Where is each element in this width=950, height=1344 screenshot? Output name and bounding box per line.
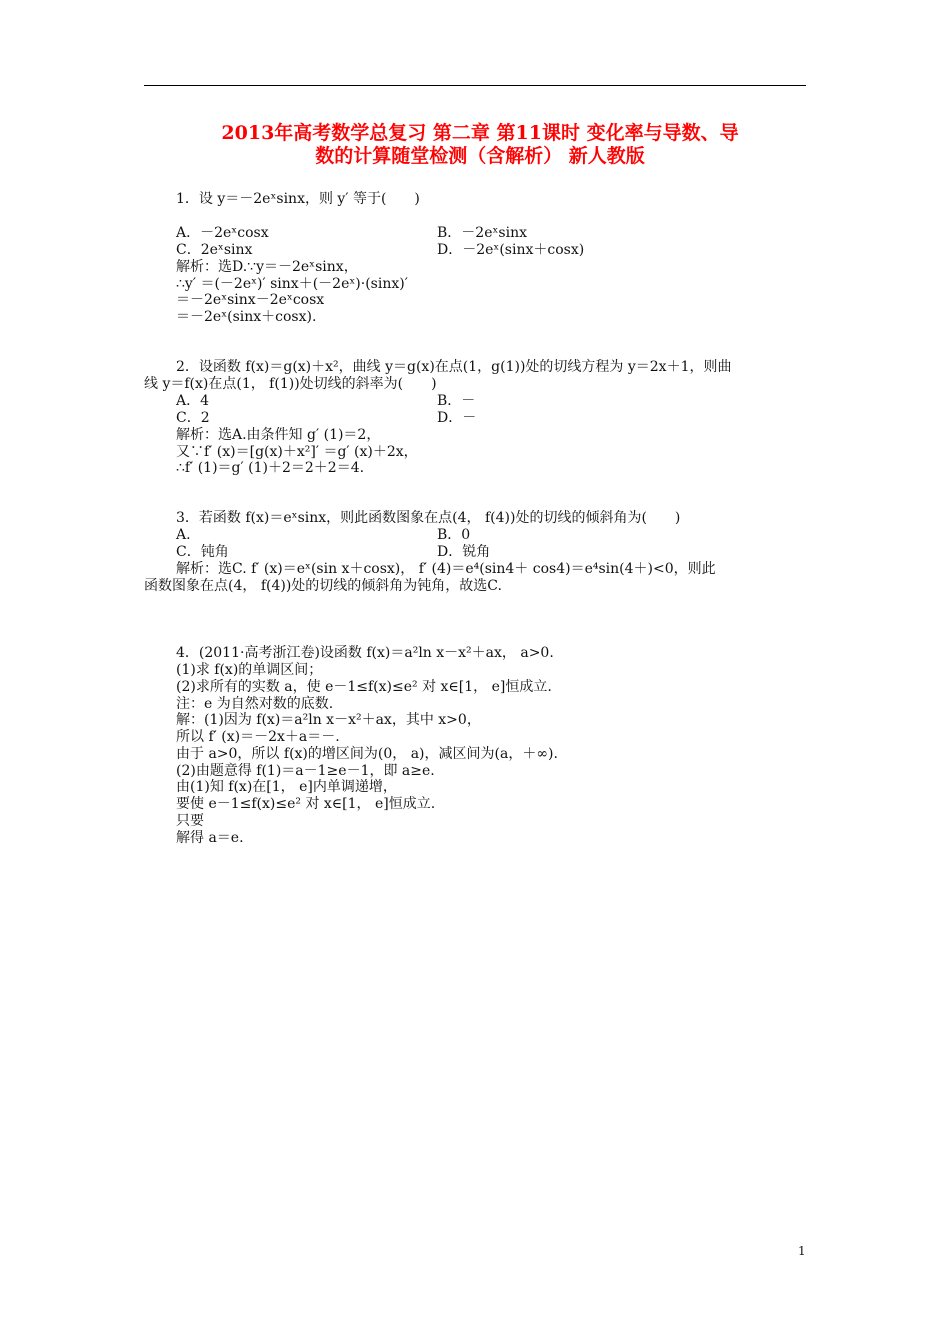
q2-stem-1: 2．设函数 f(x)＝g(x)＋x²，曲线 y＝g(x)在点(1，g(1))处的切线方程为 y＝2x＋1，则曲 xyxy=(176,359,732,375)
q2-option-d: D．－ xyxy=(437,410,477,426)
title-line-2: 数的计算随堂检测（含解析） 新人教版 xyxy=(315,145,645,167)
q4-line-5: 解：(1)因为 f(x)＝a²ln x－x²＋ax，其中 x>0， xyxy=(176,712,481,728)
q1-solution-2: ∴y′ ＝(－2eˣ)′ sinx＋(－2eˣ)·(sinx)′ xyxy=(176,276,408,292)
q4-line-8: (2)由题意得 f(1)＝a－1≥e－1，即 a≥e. xyxy=(176,763,435,779)
q2-option-a: A．4 xyxy=(176,393,210,409)
q1-stem: 1．设 y＝－2eˣsinx，则 y′ 等于( ) xyxy=(176,191,420,207)
q4-line-3: (2)求所有的实数 a，使 e－1≤f(x)≤e² 对 x∈[1， e]恒成立. xyxy=(176,679,552,695)
q3-solution-1: 解析：选C. f′ (x)＝eˣ(sin x＋cosx)， f′ (4)＝e⁴(sin4＋ cos4)＝e⁴sin(4＋)<0，则此 xyxy=(176,561,716,577)
q4-line-4: 注：e 为自然对数的底数. xyxy=(176,696,334,712)
q3-option-b: B．0 xyxy=(437,527,471,543)
q4-line-7: 由于 a>0，所以 f(x)的增区间为(0， a)，减区间为(a，＋∞). xyxy=(176,746,558,762)
q2-option-b: B．－ xyxy=(437,393,476,409)
q2-stem-2: 线 y＝f(x)在点(1， f(1))处切线的斜率为( ) xyxy=(144,376,437,392)
header-rule xyxy=(144,85,806,86)
q4-line-6: 所以 f′ (x)＝－2x＋a＝－. xyxy=(176,729,340,745)
q3-option-a: A. xyxy=(176,527,191,543)
q2-option-c: C．2 xyxy=(176,410,210,426)
page-number: 1 xyxy=(798,1244,806,1258)
q1-options-row-2 xyxy=(176,242,585,259)
q2-solution-2: 又∵f′ (x)＝[g(x)＋x²]′ ＝g′ (x)＋2x， xyxy=(176,444,418,460)
q1-option-a: A．－2eˣcosx xyxy=(176,225,269,241)
q1-option-c: C．2eˣsinx xyxy=(176,242,253,258)
page-title xyxy=(150,122,810,168)
q3-option-d: D．锐角 xyxy=(437,544,491,560)
q3-option-c: C．钝角 xyxy=(176,544,229,560)
q4-line-1: 4．(2011·高考浙江卷)设函数 f(x)＝a²ln x－x²＋ax， a>0. xyxy=(176,645,554,661)
q2-options-row-1 xyxy=(176,393,476,410)
q3-options-row-2 xyxy=(176,544,491,561)
q3-solution-2: 函数图象在点(4， f(4))处的切线的倾斜角为钝角，故选C. xyxy=(144,578,502,594)
q4-line-9: 由(1)知 f(x)在[1， e]内单调递增， xyxy=(176,779,397,795)
q1-options-row-1 xyxy=(176,225,527,242)
q2-solution-3: ∴f′ (1)＝g′ (1)＋2＝2＋2＝4. xyxy=(176,460,365,476)
q4-line-11: 只要 xyxy=(176,813,204,829)
q3-options-row-1 xyxy=(176,527,471,544)
q3-stem: 3．若函数 f(x)＝eˣsinx，则此函数图象在点(4， f(4))处的切线的倾斜角为( ) xyxy=(176,510,681,526)
q1-option-b: B．－2eˣsinx xyxy=(437,225,527,241)
q2-solution-1: 解析：选A.由条件知 g′ (1)＝2， xyxy=(176,427,381,443)
q4-line-12: 解得 a＝e. xyxy=(176,830,244,846)
q2-options-row-2 xyxy=(176,410,477,427)
q4-line-2: (1)求 f(x)的单调区间； xyxy=(176,662,323,678)
q1-option-d: D．－2eˣ(sinx＋cosx) xyxy=(437,242,585,258)
title-line-1: 2013年高考数学总复习 第二章 第11课时 变化率与导数、导 xyxy=(221,122,739,144)
q1-solution-4: ＝－2eˣ(sinx＋cosx). xyxy=(176,309,317,325)
q1-solution-3: ＝－2eˣsinx－2eˣcosx xyxy=(176,292,325,308)
q1-solution-1: 解析：选D.∵y＝－2eˣsinx， xyxy=(176,259,358,275)
q4-line-10: 要使 e－1≤f(x)≤e² 对 x∈[1， e]恒成立. xyxy=(176,796,436,812)
